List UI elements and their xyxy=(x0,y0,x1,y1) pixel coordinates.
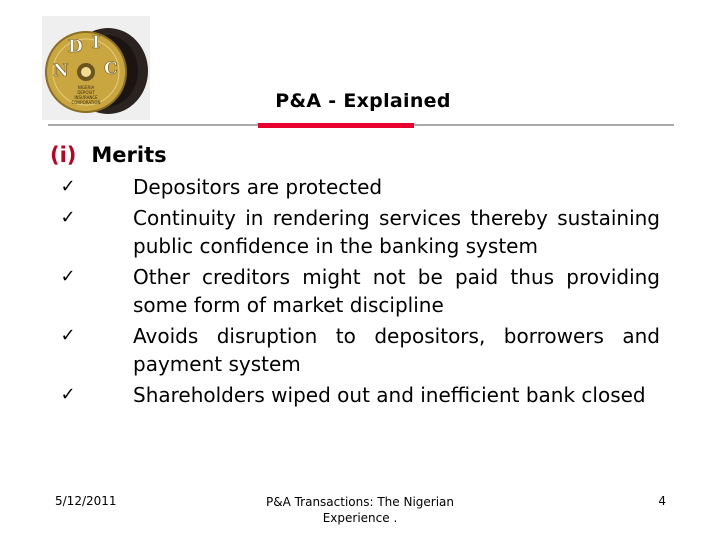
checkmark-icon: ✓ xyxy=(60,324,76,346)
svg-text:DEPOSIT: DEPOSIT xyxy=(77,90,95,95)
section-label: Merits xyxy=(91,143,167,167)
logo-letter-c: C xyxy=(104,59,118,79)
section-number: (i) xyxy=(50,143,77,167)
logo-letter-i: I xyxy=(92,33,100,53)
bullet-text: Avoids disruption to depositors, borrowers and payment system xyxy=(133,323,660,376)
logo-letter-n: N xyxy=(53,61,69,81)
footer-title: P&A Transactions: The Nigerian Experience . xyxy=(265,495,455,525)
bullet-text: Depositors are protected xyxy=(133,175,383,199)
ndic-logo xyxy=(42,16,150,120)
list-item xyxy=(58,263,660,320)
svg-text:INSURANCE: INSURANCE xyxy=(74,95,98,100)
checkmark-icon: ✓ xyxy=(60,176,76,197)
logo-letter-d: D xyxy=(68,37,83,57)
title-accent-bar xyxy=(258,123,414,128)
list-item xyxy=(58,381,660,410)
page-number: 4 xyxy=(658,494,666,508)
checkmark-icon: ✓ xyxy=(60,206,76,228)
bullet-text: Continuity in rendering services thereby sustaining public confidence in the banking system xyxy=(133,205,660,258)
list-item xyxy=(58,322,660,379)
bullet-text: Other creditors might not be paid thus providing some form of market discipline xyxy=(133,264,660,317)
svg-text:CORPORATION: CORPORATION xyxy=(71,100,101,105)
merits-list xyxy=(58,173,660,411)
section-heading xyxy=(50,143,167,167)
checkmark-icon: ✓ xyxy=(60,265,76,287)
footer-date: 5/12/2011 xyxy=(55,494,117,508)
svg-text:NIGERIA: NIGERIA xyxy=(77,85,95,90)
list-item xyxy=(58,204,660,261)
slide-title: P&A - Explained xyxy=(275,90,451,112)
bullet-text: Shareholders wiped out and inefficient bank closed xyxy=(133,382,646,407)
checkmark-icon: ✓ xyxy=(60,383,76,405)
list-item xyxy=(58,173,660,202)
